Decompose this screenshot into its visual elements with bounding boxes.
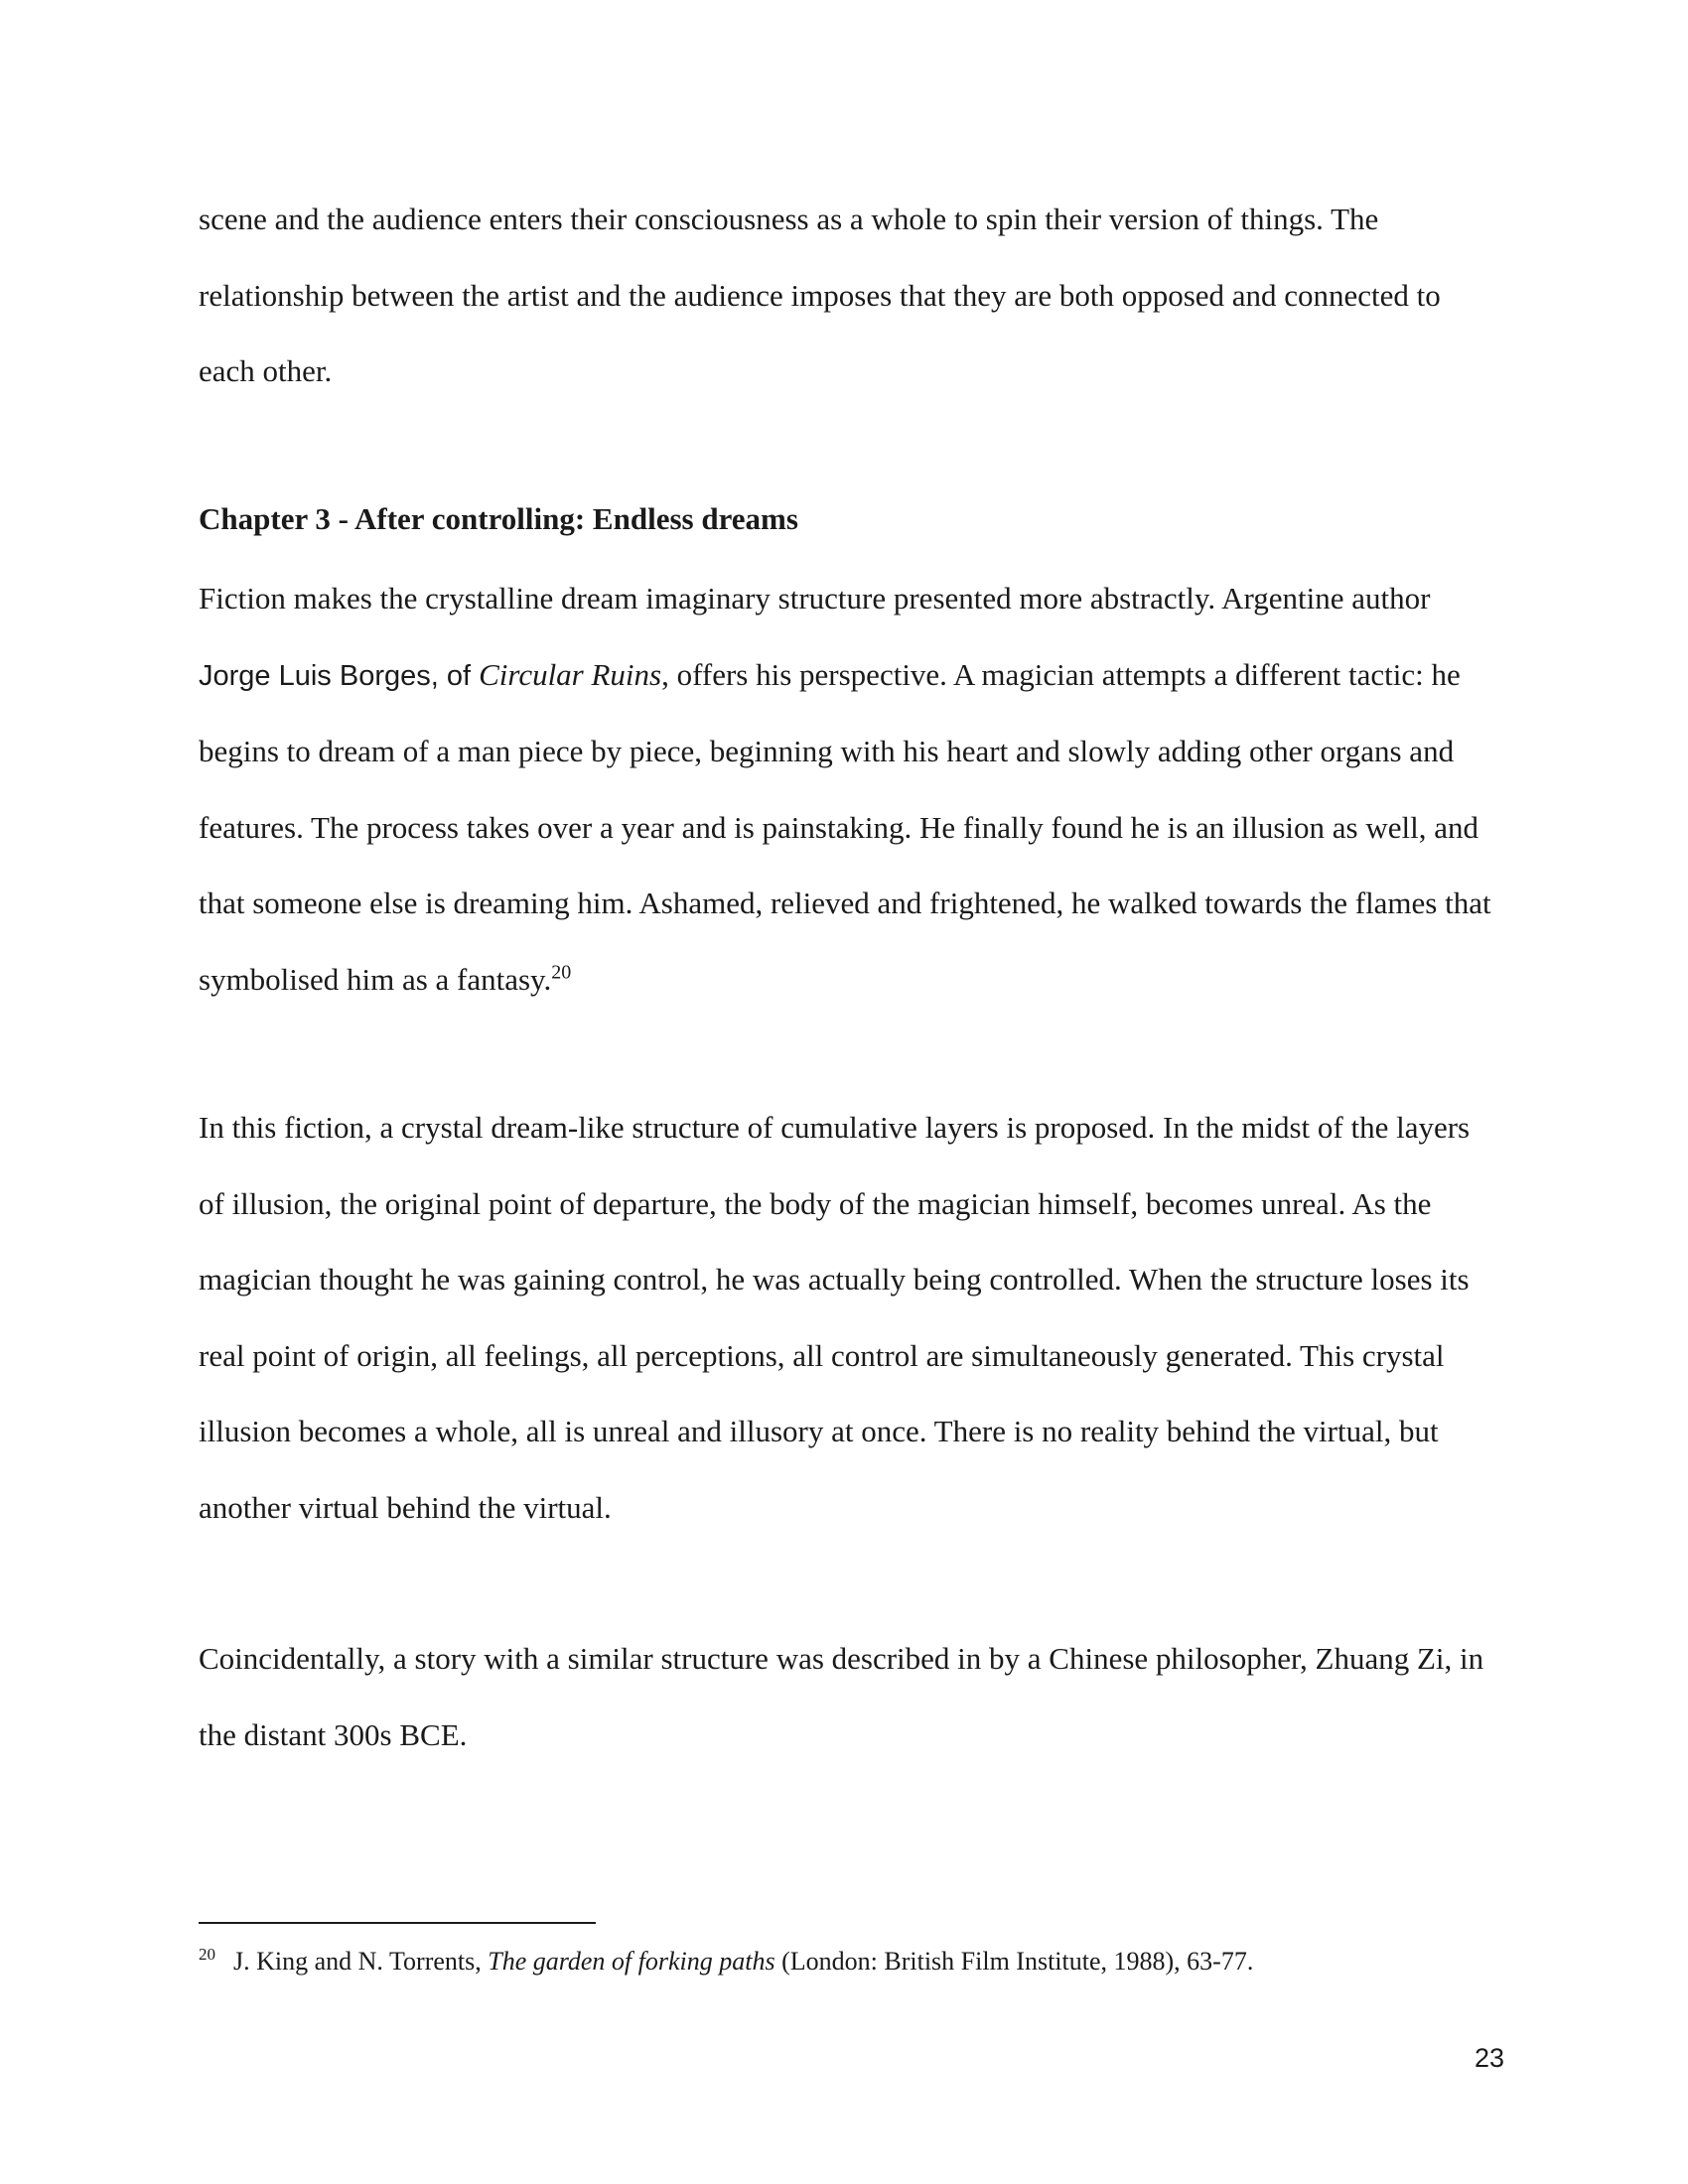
footnote-reference[interactable]: 20 (551, 961, 572, 984)
body-paragraph-3: In this fiction, a crystal dream-like structure of cumulative layers is proposed. In the midst of the layers of illusion, the original point of departure, the body of the magician himself, becomes unreal. As the magician thought he was gaining control, he was actually being controlled. When the structure loses its real point of origin, all feelings, all perceptions, all control are simultaneously generated. This crystal illusion becomes a whole, all is unreal and illusory at once. There is no reality behind the virtual, but another virtual behind the virtual. (199, 1110, 1471, 1525)
page-number: 23 (1474, 2043, 1504, 2073)
footnote (199, 1944, 1499, 1979)
paragraph-2-text-start: Fiction makes the crystalline dream imaginary structure presented more abstractly. Argentine author (199, 581, 1431, 615)
footnote-title: The garden of forking paths (488, 1947, 775, 1976)
footnote-separator (199, 1922, 596, 1924)
body-paragraph-4: Coincidentally, a story with a similar structure was described in by a Chinese philosopher, Zhuang Zi, in the distant 300s BCE. (199, 1641, 1484, 1752)
body-paragraph-2 (199, 561, 1499, 1018)
footnote-number: 20 (199, 1945, 215, 1965)
footnote-text-start: J. King and N. Torrents, (233, 1947, 489, 1976)
author-name: Jorge Luis Borges, of (199, 659, 480, 692)
paragraph-2-text-end: , offers his perspective. A magician attempts a different tactic: he begins to dream of a man piece by piece, beginning with his heart and slowly adding other organs and features. The process takes over a year and is painstaking. He finally found he is an illusion as well, and that someone else is dreaming him. Ashamed, relieved and frightened, he walked towards the flames that symbolised him as a fantasy. (199, 656, 1491, 997)
footnote-text-end: (London: British Film Institute, 1988), 63-77. (774, 1947, 1254, 1976)
body-paragraph-1: scene and the audience enters their consciousness as a whole to spin their version of things. The relationship between the artist and the audience imposes that they are both opposed and connected to each other. (199, 202, 1441, 388)
chapter-heading: Chapter 3 - After controlling: Endless dreams (199, 501, 798, 536)
work-title: Circular Ruins (479, 656, 662, 692)
